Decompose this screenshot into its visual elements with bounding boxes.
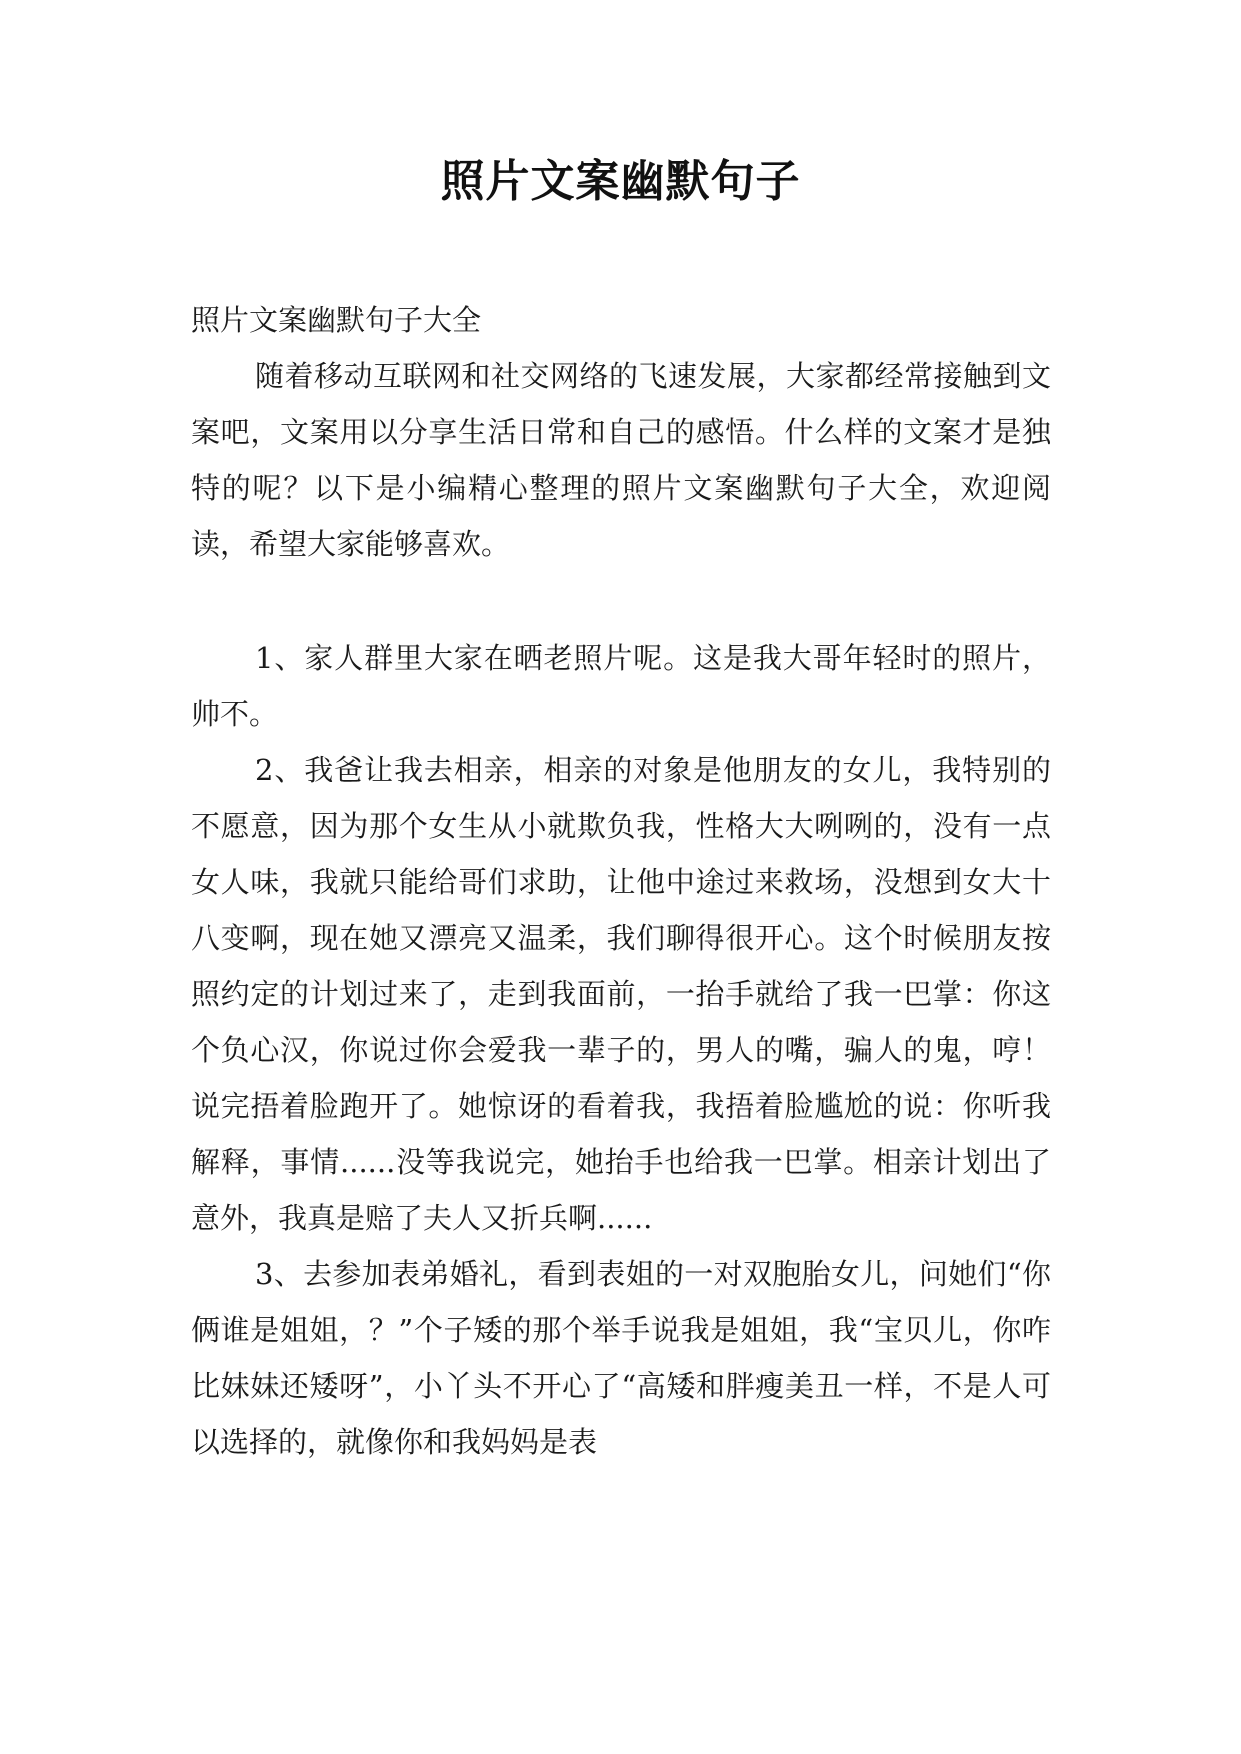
intro-paragraph: 随着移动互联网和社交网络的飞速发展，大家都经常接触到文案吧，文案用以分享生活日常和自己的感悟。什么样的文案才是独特的呢？以下是小编精心整理的照片文案幽默句子大全，欢迎阅读，希望大家能够喜欢。: [191, 359, 1051, 561]
list-item-2: 2、我爸让我去相亲，相亲的对象是他朋友的女儿，我特别的不愿意，因为那个女生从小就欺负我，性格大大咧咧的，没有一点女人味，我就只能给哥们求助，让他中途过来救场，没想到女大十八变啊，现在她又漂亮又温柔，我们聊得很开心。这个时候朋友按照约定的计划过来了，走到我面前，一抬手就给了我一巴掌：你这个负心汉，你说过你会爱我一辈子的，男人的嘴，骗人的鬼，哼！说完捂着脸跑开了。她惊讶的看着我，我捂着脸尴尬的说：你听我解释，事情......没等我说完，她抬手也给我一巴掌。相亲计划出了意外，我真是赔了夫人又折兵啊......: [191, 753, 1051, 1235]
subtitle-paragraph: 照片文案幽默句子大全: [191, 303, 482, 337]
paragraph-spacer: [191, 572, 1051, 630]
document-body: [191, 292, 1051, 1470]
list-item-1: 1、家人群里大家在晒老照片呢。这是我大哥年轻时的照片，帅不。: [191, 641, 1051, 731]
document-title: 照片文案幽默句子: [440, 156, 801, 207]
list-item-3: 3、去参加表弟婚礼，看到表姐的一对双胞胎女儿，问她们“你俩谁是姐姐，？”个子矮的那个举手说我是姐姐，我“宝贝儿，你咋比妹妹还矮呀”，小丫头不开心了“高矮和胖瘦美丑一样，不是人可以选择的，就像你和我妈妈是表: [191, 1257, 1051, 1459]
